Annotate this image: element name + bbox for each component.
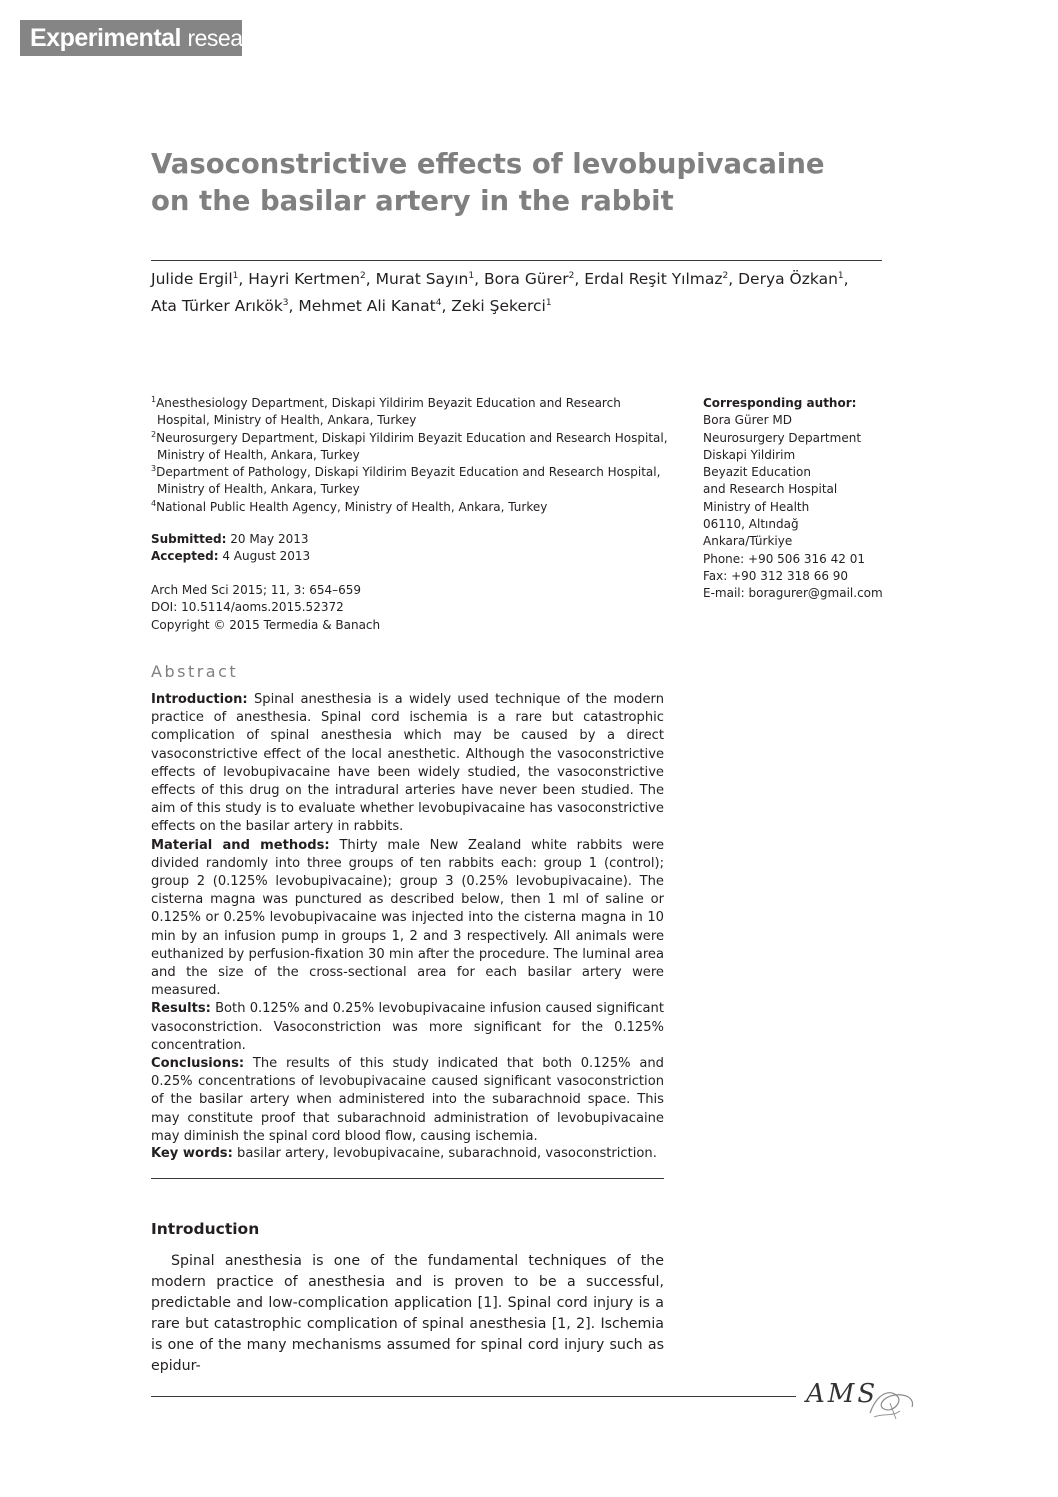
author-name: Zeki Şekerci xyxy=(451,297,546,315)
corresponding-author xyxy=(703,395,903,603)
journal-logo-swirl-icon xyxy=(862,1383,916,1423)
submitted-date xyxy=(151,531,310,548)
keywords-text: basilar artery, levobupivacaine, subarachnoid, vasoconstriction. xyxy=(237,1146,657,1161)
journal-citation: Arch Med Sci 2015; 11, 3: 654–659 xyxy=(151,583,362,597)
author-affiliation-number: 3 xyxy=(282,297,289,308)
doi-link[interactable]: DOI: 10.5114/aoms.2015.52372 xyxy=(151,600,344,615)
corresponding-author-label: Corresponding author: xyxy=(703,396,857,410)
author-name: Murat Sayın xyxy=(375,270,469,288)
author-affiliation-number: 1 xyxy=(232,270,239,281)
abstract-heading: Abstract xyxy=(151,662,239,681)
author-name: Hayri Kertmen xyxy=(248,270,361,288)
author-affiliation-number: 2 xyxy=(568,270,575,281)
article-title xyxy=(151,146,911,220)
affiliation-item-continued: Ministry of Health, Ankara, Turkey xyxy=(157,482,360,497)
author-name: Ata Türker Arıkök xyxy=(151,297,283,315)
affiliation-item xyxy=(151,464,681,481)
submitted-value: 20 May 2013 xyxy=(230,532,309,546)
introduction-paragraph: Spinal anesthesia is one of the fundamental techniques of the modern practice of anesthesia and is proven to be a successful, predictable and low-complication application [1]. Spinal cord injury is a rare but catastrophic complication of spinal anesthesia [1, 2]. Ischemia is one of the many mechanisms assumed for spinal cord injury such as epidur- xyxy=(151,1253,664,1374)
author-name: Mehmet Ali Kanat xyxy=(298,297,436,315)
corresponding-author-phone: Phone: +90 506 316 42 01 xyxy=(703,551,865,566)
author-affiliation-number: 4 xyxy=(435,297,442,308)
abstract-conclusions xyxy=(151,1055,664,1146)
author-affiliation-number: 1 xyxy=(545,297,552,308)
abstract-section-text: Thirty male New Zealand white rabbits were divided randomly into three groups of ten rabbits each: group 1 (control); group 2 (0.125% levobupivacaine); group 3 (0.25% levobupivacaine). The cisterna magna was punctured as described below, then 1 ml of saline or 0.125% or 0.25% levobupivacaine was injected into the cisterna magna in 10 min by an infusion pump in groups 1, 2 and 3 respectively. All animals were euthanized by perfusion-fixation 30 min after the procedure. The luminal area and the size of the cross-sectional area for each basilar artery were measured. xyxy=(151,837,664,999)
abstract-methods xyxy=(151,837,664,1001)
corresponding-author-line: Neurosurgery Department xyxy=(703,430,862,445)
affiliation-item xyxy=(151,395,681,412)
journal-logo-text: AMS xyxy=(806,1379,879,1409)
abstract-section-text: Both 0.125% and 0.25% levobupivacaine infusion caused significant vasoconstriction. Vasoconstriction was more significant for the 0.125% concentration. xyxy=(151,1001,664,1053)
affiliation-number: 4 xyxy=(151,498,157,508)
affiliation-number: 2 xyxy=(151,429,157,439)
abstract-body xyxy=(151,691,664,1146)
affiliation-item-continued: Hospital, Ministry of Health, Ankara, Turkey xyxy=(157,413,417,428)
abstract-section-text: Spinal anesthesia is a widely used technique of the modern practice of anesthesia. Spinal cord ischemia is a rare but catastrophic complication of spinal anesthesia which may be caused by a direct vasoconstrictive effect of the local anesthetic. Although the vasoconstrictive effects of levobupivacaine have been widely studied, the vasoconstrictive effects of this drug on the intradural arteries have never been studied. The aim of this study is to evaluate whether levobupivacaine has vasoconstrictive effects on the basilar artery in rabbits. xyxy=(151,692,664,835)
article-title-line-2: on the basilar artery in the rabbit xyxy=(151,185,674,217)
abstract-introduction xyxy=(151,691,664,837)
citation-block xyxy=(151,582,380,634)
accepted-date xyxy=(151,548,310,565)
corresponding-author-line: Beyazit Education xyxy=(703,465,811,480)
abstract-section-text: The results of this study indicated that both 0.125% and 0.25% concentrations of levobupivacaine caused significant vasoconstriction of the basilar artery when administered into the subarachnoid space. This may constitute proof that subarachnoid administration of levobupivacaine may diminish the spinal cord blood flow, causing ischemia. xyxy=(151,1056,664,1144)
author-line-2: Ata Türker Arıkök$^3$, Mehmet Ali Kanat$^4$, Zeki Şekerci$^1$ xyxy=(151,297,552,315)
submitted-label: Submitted: xyxy=(151,532,227,546)
corresponding-author-line: Diskapi Yildirim xyxy=(703,447,796,462)
accepted-value: 4 August 2013 xyxy=(222,549,311,564)
author-name: Julide Ergil xyxy=(151,270,233,288)
keywords xyxy=(151,1145,671,1163)
article-dates xyxy=(151,531,310,566)
title-divider xyxy=(151,260,882,261)
author-affiliation-number: 2 xyxy=(360,270,366,281)
affiliation-text: Department of Pathology, Diskapi Yildirim Beyazit Education and Research Hospital, xyxy=(156,465,661,480)
author-name: Derya Özkan xyxy=(738,270,838,288)
abstract-section-label: Introduction: xyxy=(151,692,248,707)
abstract-section-label: Conclusions: xyxy=(151,1056,245,1072)
corresponding-author-email[interactable]: E-mail: boragurer@gmail.com xyxy=(703,586,883,601)
abstract-section-label: Results: xyxy=(151,1001,211,1017)
affiliation-text: National Public Health Agency, Ministry of Health, Ankara, Turkey xyxy=(156,499,548,514)
author-affiliation-number: 1 xyxy=(837,270,844,281)
affiliation-text: Anesthesiology Department, Diskapi Yildirim Beyazit Education and Research xyxy=(156,396,621,410)
article-title-line-1: Vasoconstrictive effects of levobupivacaine xyxy=(151,148,825,180)
affiliation-number: 1 xyxy=(151,395,157,404)
affiliation-item-continued: Ministry of Health, Ankara, Turkey xyxy=(157,447,360,462)
accepted-label: Accepted: xyxy=(151,549,219,564)
section-tag-light: research xyxy=(187,25,273,51)
affiliation-number: 3 xyxy=(151,464,157,474)
affiliation-item xyxy=(151,430,681,447)
author-affiliation-number: 1 xyxy=(468,270,475,281)
affiliation-item xyxy=(151,499,681,516)
author-name: Bora Gürer xyxy=(483,270,569,288)
author-line-1: Julide Ergil$^1$, Hayri Kertmen$^2$, Murat Sayın$^1$, Bora Gürer$^2$, Erdal Reşit Yılmaz$^2$, Derya Özkan$^1$, xyxy=(151,270,849,288)
corresponding-author-fax: Fax: +90 312 318 66 90 xyxy=(703,568,849,583)
introduction-heading: Introduction xyxy=(151,1220,260,1238)
corresponding-author-line: and Research Hospital xyxy=(703,482,838,497)
section-tag-strong: Experimental xyxy=(30,24,182,52)
corresponding-author-name: Bora Gürer MD xyxy=(703,413,792,428)
abstract-divider xyxy=(151,1178,664,1179)
affiliation-text: Neurosurgery Department, Diskapi Yildirim Beyazit Education and Research Hospital, xyxy=(156,430,668,445)
author-list xyxy=(151,266,871,320)
abstract-section-label: Material and methods: xyxy=(151,837,330,853)
keywords-label: Key words: xyxy=(151,1146,233,1161)
author-name: Erdal Reşit Yılmaz xyxy=(584,270,723,288)
abstract-results xyxy=(151,1000,664,1055)
author-affiliation-number: 2 xyxy=(722,270,729,281)
copyright-notice: Copyright © 2015 Termedia & Banach xyxy=(151,617,381,632)
section-tag xyxy=(20,20,273,56)
corresponding-author-line: Ankara/Türkiye xyxy=(703,534,793,549)
footer-divider xyxy=(151,1396,796,1397)
corresponding-author-line: Ministry of Health xyxy=(703,499,810,514)
affiliation-list xyxy=(151,395,681,516)
journal-logo xyxy=(806,1379,916,1423)
corresponding-author-line: 06110, Altındağ xyxy=(703,517,799,532)
